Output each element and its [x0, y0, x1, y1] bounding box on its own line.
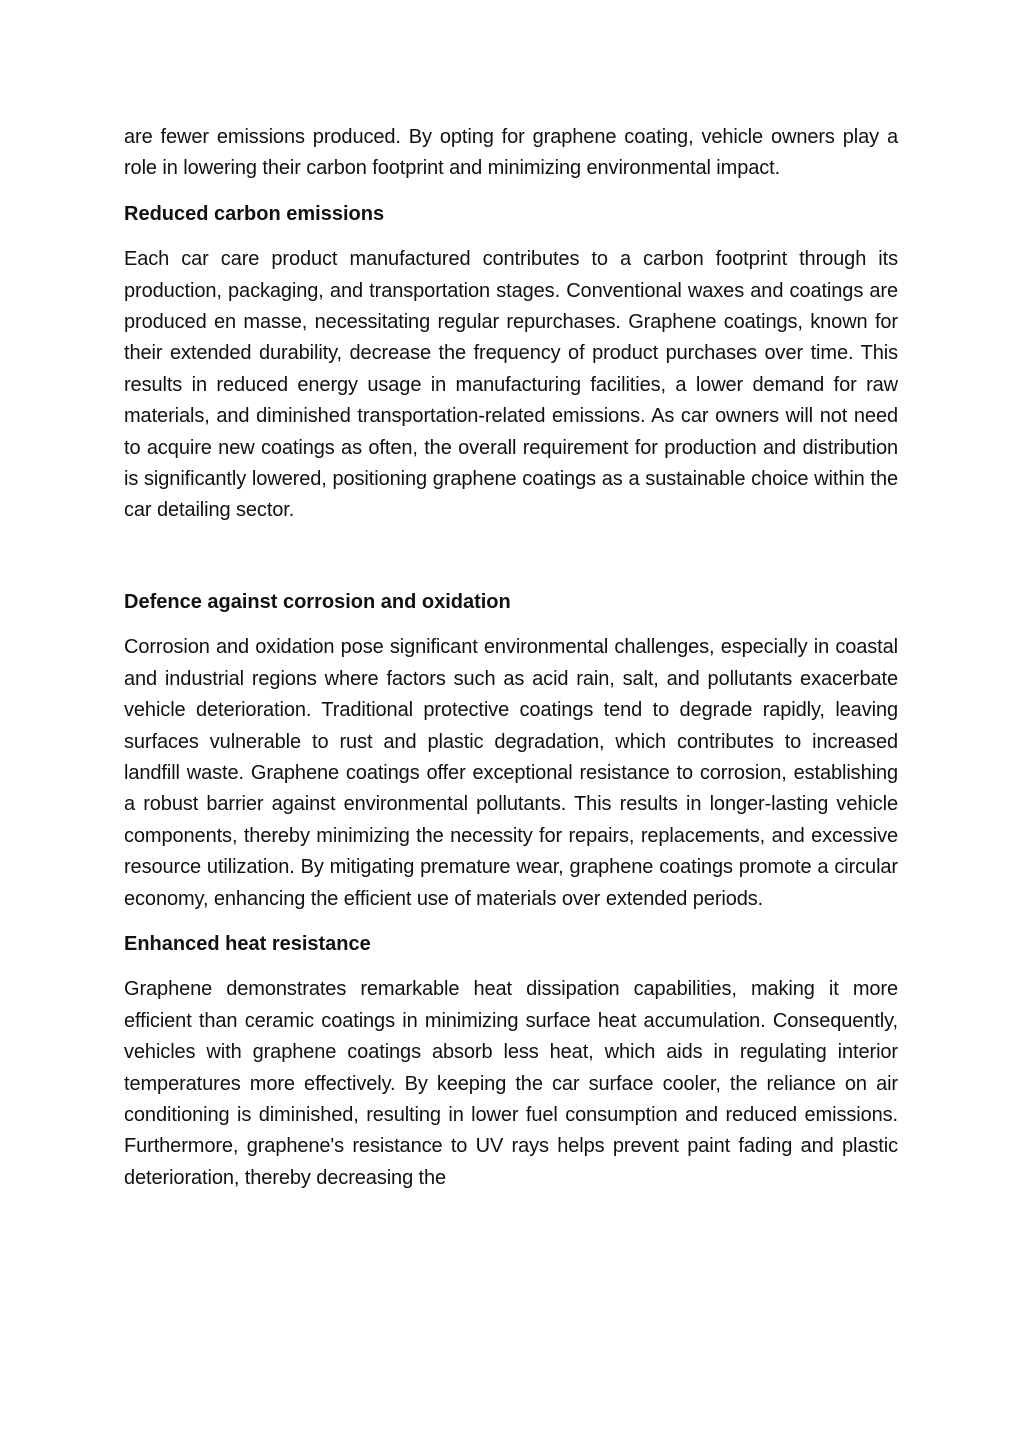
- section-paragraph-defence-corrosion: Corrosion and oxidation pose significant environmental challenges, especially in coastal and industrial regions where factors such as acid rain, salt, and pollutants exacerbate vehicle deterioration. Traditional protective coatings tend to degrade rapidly, leaving surfaces vulnerable to rust and plastic degradation, which contributes to increased landfill waste. Graphene coatings offer exceptional resistance to corrosion, establishing a robust barrier against environmental pollutants. This results in longer-lasting vehicle components, thereby minimizing the necessity for repairs, replacements, and excessive resource utilization. By mitigating premature wear, graphene coatings promote a circular economy, enhancing the efficient use of materials over extended periods.: [124, 636, 898, 910]
- spacer: [124, 185, 898, 199]
- section-paragraph-reduced-carbon-emissions: Each car care product manufactured contributes to a carbon footprint through its production, packaging, and transportation stages. Conventional waxes and coatings are produced en masse, necessitating regular repurchases. Graphene coatings, known for their extended durability, decrease the frequency of product purchases over time. This results in reduced energy usage in manufacturing facilities, a lower demand for raw materials, and diminished transportation-related emissions. As car owners will not need to acquire new coatings as often, the overall requirement for production and distribution is significantly lowered, positioning graphene coatings as a sustainable choice within the car detailing sector.: [124, 248, 898, 522]
- section-heading-heat-resistance: Enhanced heat resistance: [124, 932, 371, 955]
- spacer: [124, 960, 898, 974]
- intro-paragraph: are fewer emissions produced. By opting for graphene coating, vehicle owners play a role in lowering their carbon footprint and minimizing environmental impact.: [124, 126, 898, 180]
- section-paragraph-heat-resistance: Graphene demonstrates remarkable heat dissipation capabilities, making it more efficient than ceramic coatings in minimizing surface heat accumulation. Consequently, vehicles with graphene coatings absorb less heat, which aids in regulating interior temperatures more effectively. By keeping the car surface cooler, the reliance on air conditioning is diminished, resulting in lower fuel consumption and reduced emissions. Furthermore, graphene's resistance to UV rays helps prevent paint fading and plastic deterioration, thereby decreasing the: [124, 978, 898, 1189]
- section-heading-reduced-carbon-emissions: Reduced carbon emissions: [124, 202, 385, 225]
- spacer: [124, 618, 898, 632]
- spacer: [124, 915, 898, 929]
- spacer: [124, 527, 898, 587]
- section-heading-defence-corrosion: Defence against corrosion and oxidation: [124, 590, 511, 613]
- document-page: [124, 122, 898, 1194]
- spacer: [124, 230, 898, 244]
